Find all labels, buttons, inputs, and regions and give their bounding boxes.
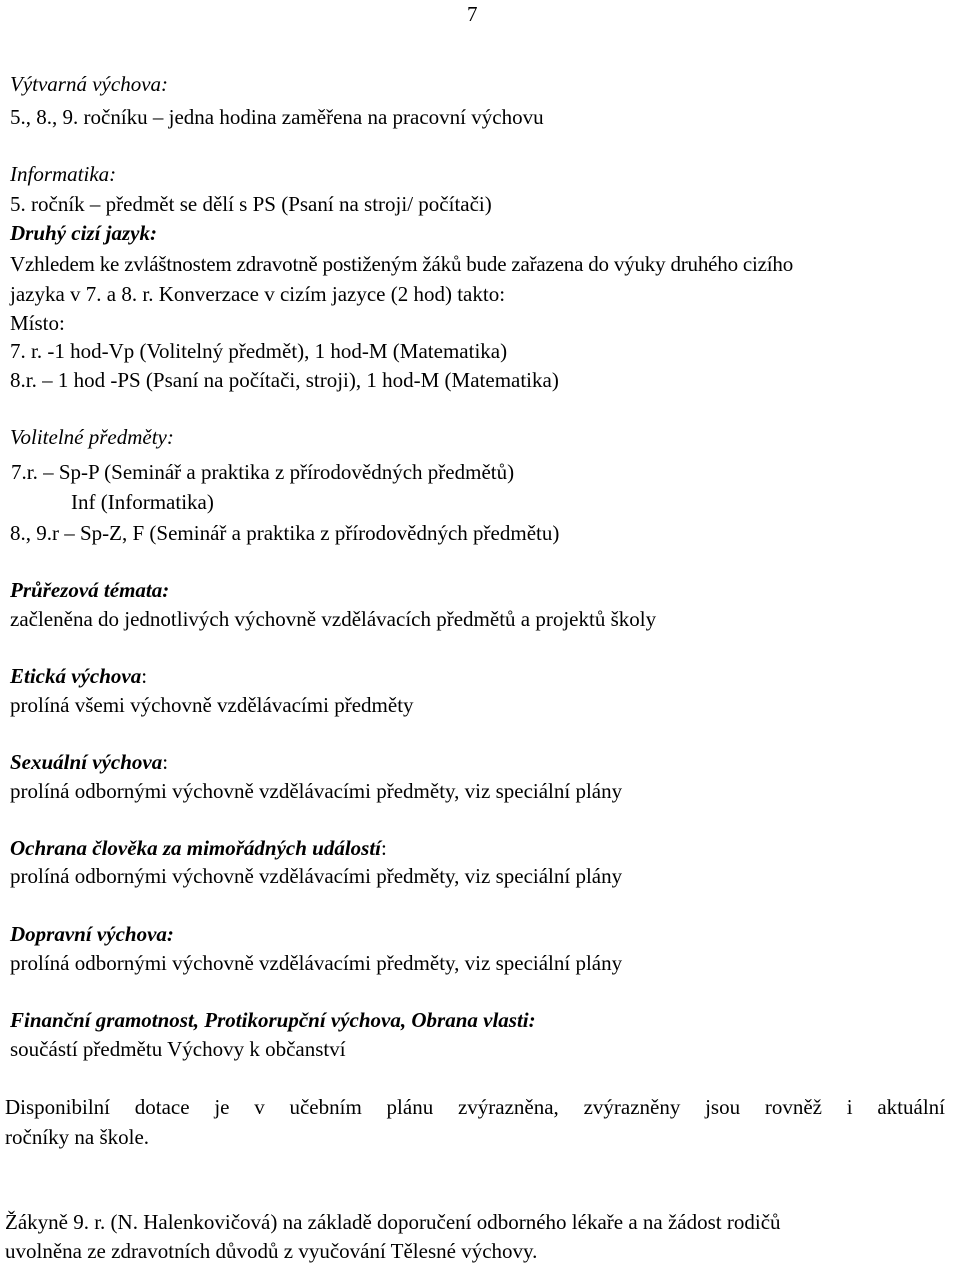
text-zakyne-line1: Žákyně 9. r. (N. Halenkovičová) na základě doporučení odborného lékaře a na žádost rodičů (5, 1210, 781, 1234)
heading-eticka-vychova: Etická výchova (10, 664, 142, 688)
text-informatika-line1: 5. ročník – předmět se dělí s PS (Psaní na stroji/ počítači) (10, 192, 492, 216)
text-dotace-line2: ročníky na škole. (5, 1125, 150, 1149)
heading-volitelne-predmety: Volitelné předměty: (10, 425, 174, 449)
heading-ochrana-cloveka-row (10, 834, 387, 862)
text-financni-line1: součástí předmětu Výchovy k občanství (10, 1037, 346, 1061)
text-eticka-line1: prolíná všemi výchovně vzdělávacími předměty (10, 693, 414, 717)
heading-druhy-cizi-jazyk: Druhý cizí jazyk: (10, 221, 157, 245)
heading-colon: : (162, 750, 169, 774)
text-dotace-line1: Disponibilní dotace je v učebním plánu zvýrazněna, zvýrazněny jsou rovněž i aktuální (5, 1095, 945, 1119)
text-druhy-jazyk-line5: 8.r. – 1 hod -PS (Psaní na počítači, stroji), 1 hod-M (Matematika) (10, 368, 559, 392)
text-druhy-jazyk-line3: Místo: (10, 311, 65, 335)
heading-colon: : (381, 836, 387, 860)
text-druhy-jazyk-line4: 7. r. -1 hod-Vp (Volitelný předmět), 1 hod-M (Matematika) (10, 339, 508, 363)
heading-informatika: Informatika: (10, 162, 117, 186)
text-vytvarna-line1: 5., 8., 9. ročníku – jedna hodina zaměřena na pracovní výchovu (10, 105, 544, 129)
page-number: 7 (467, 2, 478, 26)
text-druhy-jazyk-line1: Vzhledem ke zvláštnostem zdravotně postiženým žáků bude zařazena do výuky druhého cizího (10, 252, 794, 276)
heading-sexualni-vychova: Sexuální výchova (10, 750, 163, 774)
heading-sexualni-vychova-row (10, 748, 168, 776)
heading-colon: : (141, 664, 148, 688)
text-volitelne-line1: 7.r. – Sp-P (Seminář a praktika z přírodovědných předmětů) (11, 460, 515, 484)
heading-prurezova-temata: Průřezová témata: (10, 578, 170, 602)
text-sexualni-line1: prolíná odbornými výchovně vzdělávacími předměty, viz speciální plány (10, 779, 623, 803)
heading-eticka-vychova-row (10, 662, 147, 690)
heading-vytvarna-vychova: Výtvarná výchova: (10, 72, 169, 96)
heading-dopravni-vychova: Dopravní výchova: (10, 922, 174, 946)
text-prurezova-line1: začleněna do jednotlivých výchovně vzdělávacích předmětů a projektů školy (10, 607, 657, 631)
text-dopravni-line1: prolíná odbornými výchovně vzdělávacími předměty, viz speciální plány (10, 951, 623, 975)
text-volitelne-line3: 8., 9.r – Sp-Z, F (Seminář a praktika z přírodovědných předmětu) (10, 521, 560, 545)
text-druhy-jazyk-line2: jazyka v 7. a 8. r. Konverzace v cizím jazyce (2 hod) takto: (10, 282, 506, 306)
text-volitelne-line2: Inf (Informatika) (71, 490, 214, 514)
text-zakyne-line2: uvolněna ze zdravotních důvodů z vyučování Tělesné výchovy. (5, 1239, 538, 1263)
heading-ochrana-cloveka: Ochrana člověka za mimořádných událostí (10, 836, 382, 860)
heading-financni-gramotnost: Finanční gramotnost, Protikorupční výchova, Obrana vlasti: (10, 1008, 536, 1032)
text-ochrana-line1: prolíná odbornými výchovně vzdělávacími předměty, viz speciální plány (10, 864, 623, 888)
